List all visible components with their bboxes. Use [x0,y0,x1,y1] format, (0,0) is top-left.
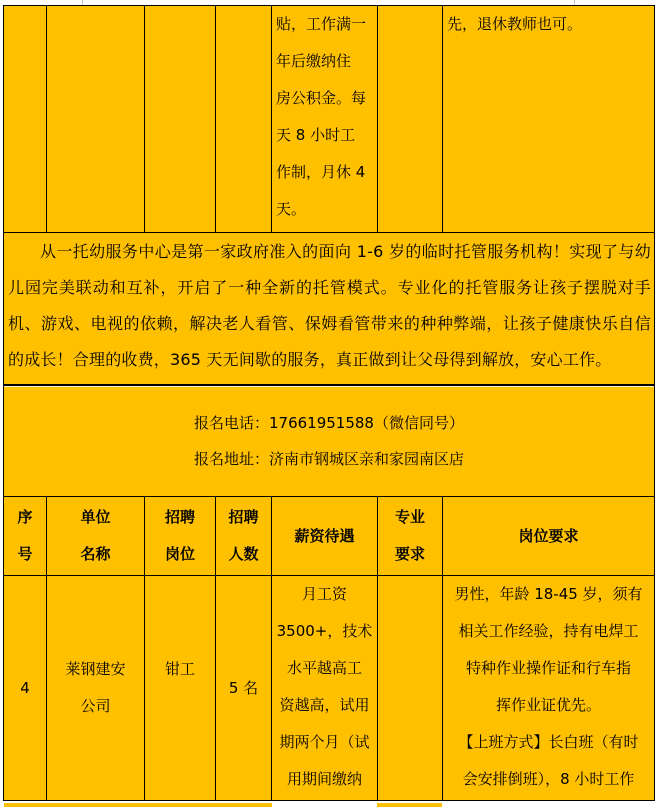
headcount-cell [216,6,272,233]
salary-line: 贴，工作满一 [276,15,367,33]
header-text: 薪资待遇 [294,526,355,545]
header-requirements [443,497,655,576]
header-text: 人数 [228,545,259,563]
salary-line: 期两个月（试 [279,733,370,751]
requirements-line: 【上班方式】长白班（有时 [458,733,639,751]
requirements-line: 相关工作经验，持有电焊工 [458,622,639,640]
salary-line: 用期间缴纳 [286,770,362,788]
contact-address: 报名地址：济南市钢城区亲和家园南区店 [193,450,464,468]
header-company [47,497,145,576]
header-text: 岗位 [164,545,195,563]
header-text: 序 [17,508,33,526]
salary-cell [272,6,378,233]
salary-line: 月工资 [301,585,347,603]
contact-phone: 报名电话：17661951588（微信同号） [194,414,464,432]
intro-paragraph: 从一托幼服务中心是第一家政府准入的面向 1-6 岁的临时托管服务机构！实现了与幼儿园完美联动和互补，开启了一种全新的托管模式。专业化的托管服务让孩子摆脱对手机、游戏、电视的依赖，解决老人看管、保姆看管带来的种种弊端，让孩子健康快乐自信的成长！合理的收费，365 天无间歇的服务，真正做到让父母得到解放，安心工作。 [8,242,651,369]
table-row [4,576,655,801]
company-line: 公司 [80,697,111,715]
index-cell [4,6,47,233]
salary-line: 水平越高工 [286,659,362,677]
position-value: 钳工 [164,660,195,678]
header-position [145,497,216,576]
requirements-line: 挥作业证优先。 [495,696,601,714]
requirements-line: 先，退休教师也可。 [447,15,583,33]
header-major [378,497,443,576]
requirements-cell [443,6,655,233]
salary-line: 天 8 小时工 [276,126,356,144]
contact-cell [4,385,655,497]
company-line: 莱钢建安 [65,660,126,678]
header-text: 名称 [80,545,111,563]
salary-line: 作制，月休 4 [276,163,366,181]
intro-cell [4,233,655,386]
header-text: 号 [17,545,33,563]
salary-line: 天。 [276,200,307,218]
header-index [4,497,47,576]
header-text: 招聘 [228,508,259,526]
company-cell [47,6,145,233]
requirements-line: 特种作业操作证和行车指 [465,659,631,677]
major-cell [378,6,443,233]
index-cell [4,576,47,801]
job-table [3,5,655,801]
contact-row [4,385,655,497]
company-cell [47,576,145,801]
salary-line: 3500+，技术 [276,622,373,640]
requirements-line: 男性，年龄 18-45 岁，须有 [454,585,643,603]
job-listing-document [3,5,654,801]
salary-line: 资越高，试用 [279,696,370,714]
salary-line: 房公积金。每 [276,89,367,107]
header-text: 岗位要求 [518,526,579,545]
intro-row [4,233,655,386]
header-text: 单位 [80,508,111,526]
header-text: 专业 [394,508,425,526]
header-text: 要求 [394,545,425,563]
salary-cell [272,576,378,801]
table-row-continued [4,6,655,233]
index-value: 4 [20,678,30,697]
salary-line: 年后缴纳住 [276,52,352,70]
header-headcount [216,497,272,576]
position-cell [145,576,216,801]
requirements-cell [443,576,655,801]
major-cell [378,576,443,801]
page-break-sliver [377,803,442,807]
requirements-line: 会安排倒班），8 小时工作 [462,770,635,788]
header-text: 招聘 [164,508,195,526]
headcount-cell [216,576,272,801]
header-salary [272,497,378,576]
page-break-sliver [4,803,272,807]
table-header-row [4,497,655,576]
headcount-value: 5 名 [228,678,259,697]
position-cell [145,6,216,233]
